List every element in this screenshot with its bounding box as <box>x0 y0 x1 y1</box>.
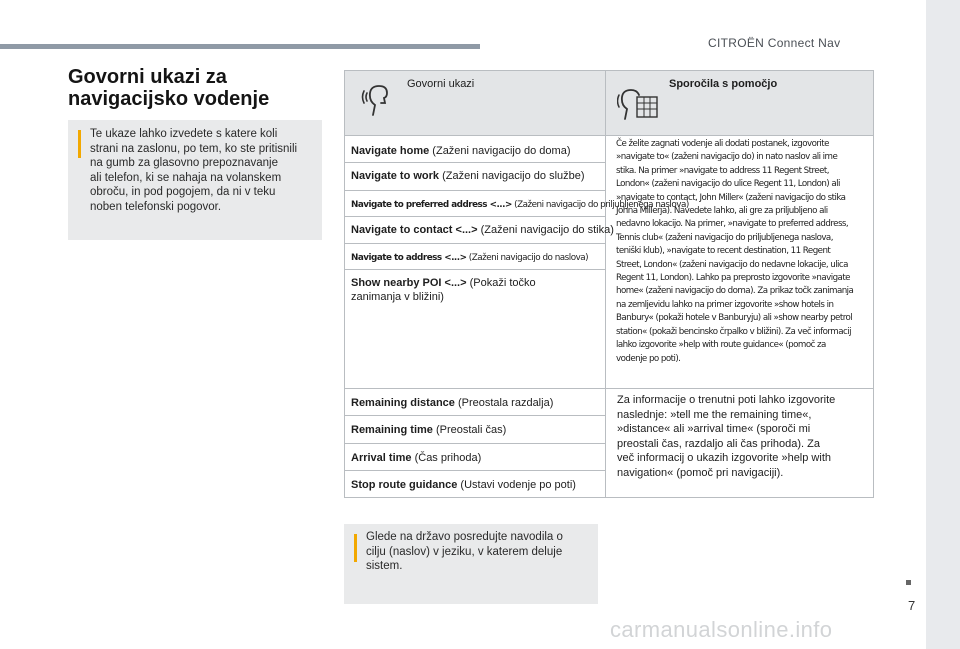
route-help-text <box>617 393 867 480</box>
command-keyword: Navigate home <box>351 145 430 157</box>
info-note-text <box>90 127 318 214</box>
help-line: London« (zaženi navigacijo do ulice Regent 11, London) ali <box>616 179 840 190</box>
command-keyword: Remaining time <box>351 424 433 436</box>
help-line: Tennis club« (zaženi navigacijo do priljubljenega naslova, <box>616 232 833 243</box>
command-navigate-to-address <box>351 251 601 265</box>
help-line: Banbury« (pokaži hotele v Banburyju) ali »show nearby petrol <box>616 313 853 324</box>
row-divider <box>345 269 605 270</box>
column-separator <box>605 71 606 497</box>
help-line: stika. Na primer »navigate to address 11 Regent Street, <box>616 165 829 176</box>
help-line: »distance« ali »arrival time« (sporoči mi <box>617 423 811 435</box>
help-line: teniški klub), »navigate to recent destination, 11 Regent <box>616 246 831 257</box>
info-note-commands <box>68 120 322 240</box>
command-translation: (Ustavi vodenje po poti) <box>457 479 576 491</box>
page-marker <box>906 580 911 585</box>
help-line: Za informacije o trenutni poti lahko izgovorite <box>617 394 836 406</box>
help-line: vodenje po poti). <box>616 353 681 364</box>
help-line: Regent 11, London). Lahko pa preprosto izgovorite »navigate <box>616 273 850 284</box>
help-line: več informacij o ukazih izgovorite »help with <box>617 452 831 464</box>
top-rule <box>0 44 480 49</box>
help-line: preostali čas, razdaljo ali čas prihoda). Za <box>617 437 820 450</box>
command-stop-route-guidance <box>351 478 601 492</box>
help-line: naslednje: »tell me the remaining time«, <box>617 408 812 421</box>
note-line: cilju (naslov) v jeziku, v katerem deluje <box>366 545 563 558</box>
command-translation: (Zaženi navigacijo do doma) <box>429 145 571 157</box>
note-line: sistem. <box>366 560 403 572</box>
note-line: obroču, in pod pogojem, da ni v teku <box>90 186 276 198</box>
info-note-accent <box>78 130 81 158</box>
group-divider <box>345 388 873 389</box>
note-line: Te ukaze lahko izvedete s katere koli <box>90 128 278 140</box>
help-line: »navigate to« (zaženi navigacijo do) in nato naslov ali ime <box>616 152 838 163</box>
help-line: home« (zaženi navigacijo do doma). Za prikaz točk zanimanja <box>616 286 854 297</box>
command-translation: (Preostali čas) <box>432 424 507 436</box>
side-strip <box>926 0 960 649</box>
command-translation: (Čas prihoda) <box>411 452 482 464</box>
row-divider <box>345 443 605 444</box>
command-navigate-preferred-address <box>351 198 689 212</box>
command-keyword: Navigate to contact <...> <box>351 224 478 236</box>
command-translation: (Pokaži točko <box>466 277 536 289</box>
note-line: noben telefonski pogovor. <box>90 200 222 213</box>
command-keyword: Remaining distance <box>351 397 455 409</box>
voice-commands-table <box>344 70 874 498</box>
help-line: nedavno lokacijo. Na primer, »navigate to preferred address, <box>616 219 849 230</box>
command-navigate-home <box>351 144 601 158</box>
command-keyword: Navigate to preferred address <...> <box>351 200 512 210</box>
row-divider <box>345 190 605 191</box>
note-line: ali telefon, ki se nahaja na volanskem <box>90 171 282 184</box>
command-translation-cont: zanimanja v bližini) <box>351 291 444 303</box>
row-divider <box>345 415 605 416</box>
info-note-accent <box>354 534 357 562</box>
row-divider <box>345 243 605 244</box>
command-keyword: Navigate to address <...> <box>351 253 467 263</box>
command-show-nearby-poi <box>351 276 601 304</box>
row-divider <box>345 216 605 217</box>
command-keyword: Arrival time <box>351 452 412 464</box>
header-voice-commands: Govorni ukazi <box>407 78 475 90</box>
command-remaining-time <box>351 423 601 437</box>
footer-watermark: carmanualsonline.info <box>610 617 833 642</box>
command-translation: (Zaženi navigacijo do službe) <box>439 170 585 182</box>
header-help-messages: Sporočila s pomočjo <box>669 78 778 90</box>
voice-command-icon <box>361 83 393 119</box>
navigation-help-text <box>616 138 870 366</box>
help-line: Johna Millerja). Navedete lahko, ali gre za priljubljeno ali <box>616 206 828 217</box>
row-divider <box>345 470 605 471</box>
help-line: »navigate to contact, John Miller« (zaženi navigacijo do stika <box>616 192 846 203</box>
command-translation: (Zaženi navigacijo do priljubljenega naslova) <box>511 200 689 210</box>
page-number: 7 <box>908 598 916 613</box>
heading-line: navigacijsko vodenje <box>68 88 270 110</box>
command-keyword: Stop route guidance <box>351 479 458 491</box>
heading-line: Govorni ukazi za <box>68 66 227 88</box>
row-divider <box>345 162 605 163</box>
help-line: Če želite zagnati vodenje ali dodati postanek, izgovorite <box>616 139 829 149</box>
command-keyword: Navigate to work <box>351 170 440 182</box>
command-keyword: Show nearby POI <...> <box>351 277 467 289</box>
help-line: navigation« (pomoč pri navigaciji). <box>617 466 784 479</box>
note-line: na gumb za glasovno prepoznavanje <box>90 157 278 169</box>
command-translation: (Zaženi navigacijo do naslova) <box>466 253 589 263</box>
help-line: lahko izgovorite »help with route guidance« (pomoč za <box>616 340 826 351</box>
help-line: station« (pokaži bencinsko črpalko v bližini). Za več informacij <box>616 326 851 337</box>
command-remaining-distance <box>351 396 601 410</box>
info-note-text <box>366 530 594 574</box>
header-title: CITROËN Connect Nav <box>708 36 841 50</box>
command-navigate-to-work <box>351 169 601 183</box>
command-translation: (Preostala razdalja) <box>454 397 554 409</box>
info-note-language <box>344 524 598 604</box>
voice-help-icon <box>617 83 661 123</box>
command-translation: (Zaženi navigacijo do stika) <box>477 224 614 236</box>
section-heading <box>68 66 328 110</box>
help-line: na zemljevidu lahko na primer izgovorite »show hotels in <box>616 299 834 310</box>
command-navigate-to-contact <box>351 223 614 237</box>
command-arrival-time <box>351 451 601 465</box>
note-line: Glede na državo posredujte navodila o <box>366 531 563 543</box>
help-line: Street, London« (zaženi navigacijo do nedavne lokacije, ulica <box>616 259 848 270</box>
note-line: strani na zaslonu, po tem, ko ste pritisnili <box>90 142 298 155</box>
